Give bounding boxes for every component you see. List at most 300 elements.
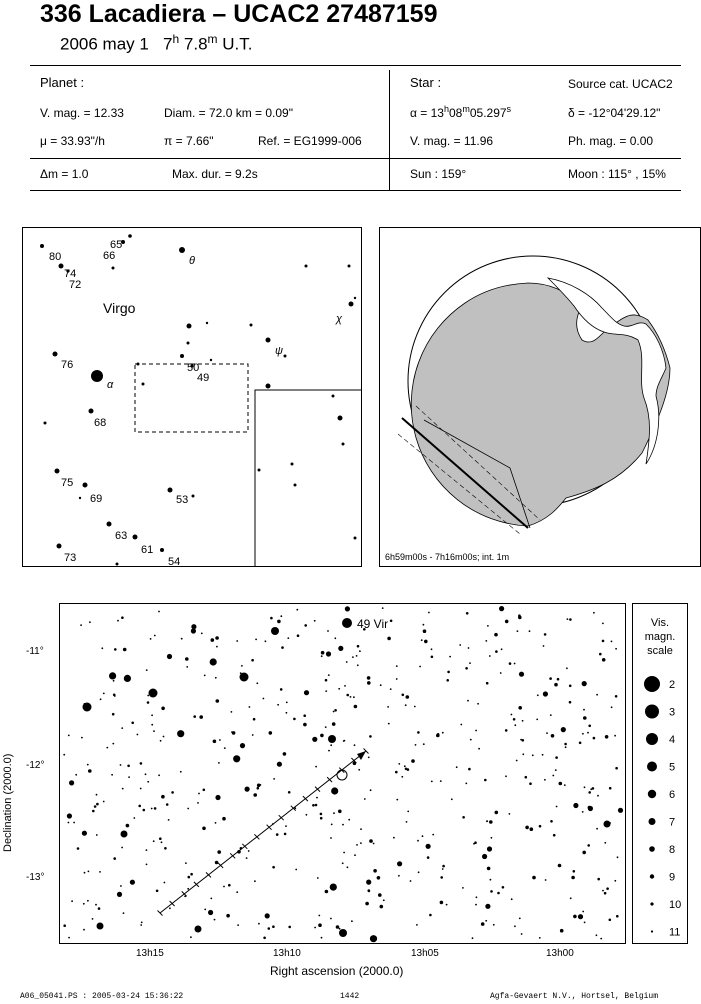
scale-dot: [651, 930, 653, 932]
field-star: [251, 659, 254, 662]
finder-star: [349, 302, 354, 307]
field-star: [297, 634, 300, 637]
field-star: [236, 640, 238, 642]
field-star: [383, 899, 385, 901]
field-star: [193, 715, 196, 718]
scale-title-line: magn.: [644, 631, 676, 643]
field-star: [442, 732, 444, 734]
field-star: [360, 828, 362, 830]
field-star: [263, 937, 266, 940]
field-star: [318, 915, 320, 917]
field-star: [111, 774, 113, 776]
finder-star: [89, 409, 94, 414]
field-star: [519, 918, 521, 920]
finder-star: [83, 483, 88, 488]
field-star: [210, 898, 212, 900]
field-star: [518, 706, 522, 710]
field-star: [579, 742, 582, 745]
event-minute: 7.8: [179, 34, 208, 54]
field-star: [505, 729, 508, 732]
field-star: [550, 820, 553, 823]
field-star: [459, 644, 461, 646]
field-star: [405, 768, 408, 771]
field-star: [87, 900, 89, 902]
field-star: [338, 688, 340, 690]
field-star: [514, 925, 516, 927]
field-star: [373, 869, 377, 873]
star-ra-hours: α = 13: [410, 106, 444, 120]
field-star: [334, 709, 337, 712]
field-star: [254, 880, 256, 882]
field-star: [241, 665, 243, 667]
field-star: [396, 799, 398, 801]
field-star: [617, 856, 619, 858]
table-bottom-rule: [30, 190, 681, 191]
field-star: [69, 780, 74, 785]
page-title: 336 Lacadiera – UCAC2 27487159: [40, 0, 438, 28]
field-star: [489, 820, 493, 824]
field-star: [296, 609, 298, 611]
field-star: [77, 847, 80, 850]
field-star: [219, 739, 221, 741]
field-star: [485, 640, 487, 642]
field-star: [166, 803, 169, 806]
field-star: [416, 924, 418, 926]
field-star: [532, 754, 534, 756]
field-star: [596, 934, 598, 936]
field-star: [401, 776, 403, 778]
field-star: [357, 645, 360, 648]
field-star: [354, 744, 356, 746]
field-star: [257, 787, 260, 790]
field-star: [63, 924, 66, 927]
max-duration: Max. dur. = 9.2s: [172, 167, 258, 181]
field-star: [583, 716, 587, 720]
field-star: [517, 630, 519, 632]
y-tick-label: -12°: [26, 760, 45, 771]
field-star: [277, 704, 279, 706]
field-star: [484, 779, 487, 782]
field-star: [315, 804, 318, 807]
field-star: [486, 820, 488, 822]
field-star: [414, 706, 416, 708]
time-scale: U.T.: [217, 34, 253, 54]
field-star: [272, 925, 275, 928]
field-star: [96, 834, 98, 836]
field-star: [121, 727, 123, 729]
scale-mag-label: 2: [669, 679, 676, 691]
field-star: [224, 747, 226, 749]
field-star: [265, 640, 267, 642]
finder-label-chi: χ: [336, 313, 343, 325]
field-star: [346, 661, 348, 663]
star-heading: Star :: [410, 75, 442, 90]
finder-label-63: 63: [115, 530, 128, 542]
field-star: [417, 840, 419, 842]
field-star: [604, 842, 606, 844]
field-star: [351, 920, 353, 922]
field-star: [89, 621, 91, 623]
finder-star: [250, 324, 253, 327]
field-star: [615, 767, 618, 770]
field-star: [203, 789, 206, 792]
field-star: [285, 825, 287, 827]
field-star: [396, 678, 398, 680]
field-star: [516, 760, 518, 762]
field-star: [316, 797, 318, 799]
footer-credit: Agfa-Gevaert N.V., Hortsel, Belgium: [490, 992, 659, 1001]
field-star: [283, 752, 287, 756]
field-star: [163, 736, 165, 738]
field-star: [216, 646, 218, 648]
field-star: [557, 678, 560, 681]
field-star: [343, 740, 345, 742]
field-star: [500, 672, 502, 674]
field-star: [210, 658, 217, 665]
field-star: [133, 817, 135, 819]
field-star: [602, 623, 604, 625]
finder-label-alpha: α: [107, 379, 114, 391]
field-star: [390, 688, 392, 690]
x-tick-label: 13h10: [273, 948, 301, 959]
field-star: [83, 903, 85, 905]
field-star: [561, 727, 566, 732]
field-star: [240, 743, 245, 748]
field-star: [611, 641, 613, 643]
field-star: [352, 656, 354, 658]
scale-mag-label: 3: [669, 706, 676, 719]
field-star: [423, 629, 427, 633]
finder-label-72: 72: [69, 279, 82, 291]
field-star: [494, 633, 498, 637]
field-star: [511, 898, 513, 900]
field-star: [382, 607, 384, 609]
field-star: [485, 920, 487, 922]
field-star: [390, 620, 393, 623]
field-star: [161, 795, 165, 799]
finder-star: [55, 469, 60, 474]
scale-dot: [649, 846, 655, 852]
field-star: [368, 890, 371, 893]
field-star: [419, 666, 421, 668]
field-star: [198, 793, 200, 795]
delta-magnitude: Δm = 1.0: [40, 167, 89, 181]
field-star: [164, 882, 166, 884]
field-star: [456, 766, 458, 768]
track-arrowhead: [357, 751, 366, 760]
field-star: [582, 811, 584, 813]
field-star: [140, 762, 143, 765]
field-star: [596, 828, 598, 830]
field-star: [145, 773, 147, 775]
field-star: [124, 675, 131, 682]
scale-dot: [648, 790, 656, 798]
field-star: [440, 780, 442, 782]
finder-star: [179, 247, 185, 253]
field-star: [546, 732, 548, 734]
field-star: [481, 922, 485, 926]
field-star: [429, 914, 432, 917]
field-star: [245, 787, 250, 792]
field-star: [321, 655, 323, 657]
field-star: [462, 816, 465, 819]
field-star: [487, 625, 489, 627]
scale-dot: [650, 902, 653, 905]
field-star: [320, 734, 324, 738]
star-dec: δ = -12°04'29.12": [568, 106, 661, 120]
field-star: [529, 630, 531, 632]
field-star: [602, 658, 606, 662]
field-star: [605, 735, 609, 739]
field-star: [569, 701, 572, 704]
field-star: [151, 724, 153, 726]
field-star: [326, 651, 331, 656]
finder-star: [332, 395, 335, 398]
finder-chart-svg: [23, 228, 361, 566]
finder-star: [305, 265, 308, 268]
star-chart-svg: [60, 604, 625, 943]
field-star: [544, 779, 546, 781]
field-star: [600, 938, 602, 940]
field-star: [202, 827, 206, 831]
field-star: [187, 808, 189, 810]
field-star: [147, 781, 149, 783]
field-star: [114, 648, 117, 651]
field-star: [582, 911, 584, 913]
field-star: [171, 791, 174, 794]
finder-star: [187, 324, 192, 329]
field-star: [328, 750, 330, 752]
field-star: [216, 699, 220, 703]
field-star: [614, 735, 616, 737]
field-star: [475, 730, 477, 732]
field-star: [333, 812, 335, 814]
constellation-label: Virgo: [103, 300, 136, 316]
field-star: [96, 794, 98, 796]
field-star: [616, 915, 619, 918]
field-star: [597, 878, 600, 881]
field-star: [354, 705, 358, 709]
field-star: [342, 862, 344, 864]
field-star: [582, 681, 587, 686]
field-star: [565, 746, 567, 748]
field-star: [146, 864, 148, 866]
field-star: [347, 866, 349, 868]
finder-star: [160, 548, 164, 552]
field-star: [130, 880, 135, 885]
y-axis-label: Declination (2000.0): [2, 753, 14, 852]
field-star: [402, 694, 405, 697]
finder-star: [91, 370, 103, 382]
field-star: [277, 620, 281, 624]
finder-star: [291, 463, 294, 466]
field-star: [366, 880, 371, 885]
field-star: [485, 904, 490, 909]
field-star: [490, 879, 492, 881]
field-star: [472, 937, 474, 939]
field-star: [348, 819, 350, 821]
x-axis-label: Right ascension (2000.0): [270, 964, 404, 978]
field-star: [573, 915, 577, 919]
field-star: [303, 714, 306, 717]
field-star: [138, 805, 141, 808]
scale-dot: [646, 733, 658, 745]
scale-dot: [650, 874, 654, 878]
field-star: [88, 871, 90, 873]
finder-label-74: 74: [64, 268, 77, 280]
finder-star: [40, 244, 44, 248]
field-star: [249, 706, 251, 708]
field-star: [123, 912, 125, 914]
field-star: [602, 890, 604, 892]
field-star: [270, 617, 273, 620]
field-star: [141, 922, 143, 924]
field-star: [161, 707, 165, 711]
field-star: [128, 776, 130, 778]
field-star: [405, 704, 407, 706]
field-star: [606, 887, 609, 890]
field-star: [306, 814, 308, 816]
field-star: [551, 734, 555, 738]
globe-caption: 6h59m00s - 7h16m00s; int. 1m: [385, 552, 510, 562]
finder-chart: [22, 227, 362, 567]
field-star: [354, 854, 356, 856]
field-star: [543, 691, 548, 696]
scale-mag-label: 7: [669, 816, 676, 829]
field-star: [569, 685, 572, 688]
finder-star: [354, 297, 356, 299]
scale-mag-label: 10: [669, 899, 682, 911]
bright-field-star: [83, 703, 92, 712]
field-star: [530, 827, 534, 831]
finder-star: [192, 495, 195, 498]
field-star: [465, 783, 467, 785]
field-star: [120, 764, 122, 766]
finder-star: [116, 563, 119, 566]
field-star: [436, 734, 440, 738]
field-star: [491, 837, 493, 839]
finder-star: [57, 544, 62, 549]
field-star: [545, 879, 547, 881]
field-star: [83, 929, 85, 931]
field-star: [597, 795, 599, 797]
field-star: [588, 806, 592, 810]
field-star: [222, 817, 226, 821]
field-star: [499, 606, 504, 611]
finder-label-49: 49: [197, 372, 210, 384]
field-star: [154, 635, 156, 637]
field-star: [339, 928, 341, 930]
finder-star: [342, 443, 345, 446]
finder-label-psi: ψ: [275, 345, 284, 357]
field-star: [73, 822, 75, 824]
field-star: [446, 904, 448, 906]
bright-field-star: [195, 926, 202, 933]
field-star: [265, 913, 270, 918]
star-vmag: V. mag. = 11.96: [410, 134, 494, 148]
field-star: [228, 884, 231, 887]
field-star: [232, 731, 236, 735]
star-49-vir: [342, 618, 352, 628]
field-star: [373, 843, 375, 845]
y-axis-label-box: [2, 712, 16, 852]
field-star: [519, 672, 524, 677]
field-star: [153, 730, 155, 732]
field-star: [370, 935, 377, 942]
field-star: [447, 671, 450, 674]
field-star: [317, 877, 319, 879]
field-star: [82, 831, 87, 836]
field-star: [418, 871, 420, 873]
bright-field-star: [271, 627, 279, 635]
field-star: [123, 648, 127, 652]
field-star: [368, 757, 370, 759]
field-star: [327, 630, 329, 632]
field-star: [185, 862, 187, 864]
field-star: [478, 748, 480, 750]
field-star: [156, 890, 159, 893]
field-star: [539, 825, 542, 828]
field-star: [495, 650, 498, 653]
field-star: [321, 651, 325, 655]
field-star: [426, 844, 431, 849]
field-star: [602, 640, 605, 643]
field-star: [330, 884, 337, 891]
star-49-vir-label: 49 Vir: [357, 617, 389, 631]
field-star: [284, 833, 287, 836]
field-star: [410, 880, 412, 882]
field-star: [487, 867, 491, 871]
ra-hour-unit: h: [443, 104, 449, 114]
field-star: [117, 892, 122, 897]
field-star: [117, 620, 119, 622]
field-star: [253, 793, 257, 797]
field-star: [287, 637, 289, 639]
footer-file: A06_05041.PS : 2005-03-24 15:36:22: [20, 992, 184, 1001]
field-star: [360, 842, 362, 844]
field-star: [573, 870, 576, 873]
field-star: [584, 786, 586, 788]
field-star: [106, 747, 108, 749]
field-star: [215, 677, 217, 679]
field-star: [431, 648, 433, 650]
field-star: [252, 734, 254, 736]
field-star: [490, 890, 493, 893]
field-star: [466, 612, 469, 615]
finder-star: [128, 234, 132, 238]
field-star: [226, 914, 230, 918]
field-star: [468, 768, 471, 771]
field-star: [365, 902, 369, 906]
field-star: [505, 775, 507, 777]
finder-star: [294, 484, 297, 487]
field-star: [367, 676, 371, 680]
field-star: [398, 763, 400, 765]
field-star: [536, 719, 538, 721]
field-star: [462, 887, 464, 889]
field-star: [181, 638, 183, 640]
field-star: [215, 795, 220, 800]
field-star: [112, 713, 115, 716]
field-star: [304, 690, 309, 695]
field-star: [525, 776, 528, 779]
field-star: [550, 714, 552, 716]
field-star: [493, 924, 495, 926]
field-star: [609, 919, 612, 922]
field-star: [553, 834, 556, 837]
field-star: [593, 737, 596, 740]
field-star: [552, 775, 554, 777]
